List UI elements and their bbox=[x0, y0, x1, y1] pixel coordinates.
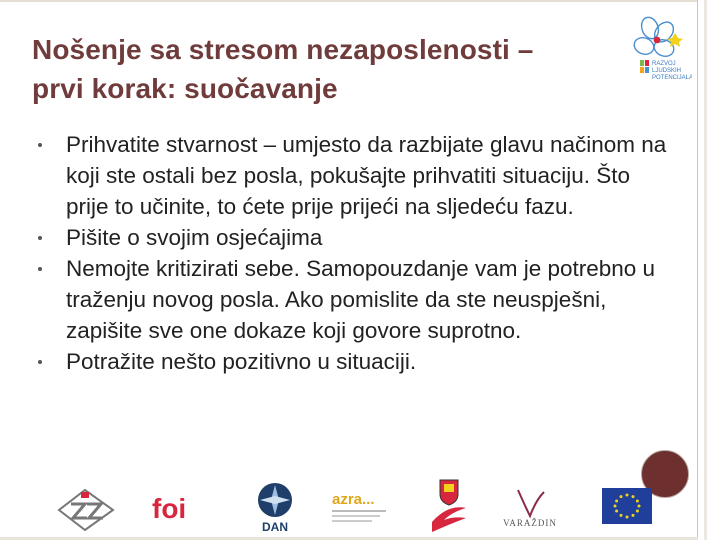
coat-of-arms-icon bbox=[428, 478, 470, 534]
slide-right-shadow bbox=[704, 0, 707, 540]
bullet-dot-icon bbox=[38, 143, 42, 147]
bullet-text: Pišite o svojim osjećajima bbox=[66, 225, 323, 250]
footer-logos bbox=[0, 478, 698, 536]
logo-line-3: POTENCIJALA bbox=[652, 75, 692, 81]
bullet-item bbox=[38, 253, 678, 346]
svg-text:foi: foi bbox=[152, 493, 187, 524]
bullet-item bbox=[38, 129, 678, 222]
slide-title bbox=[32, 30, 622, 108]
zz-logo bbox=[55, 486, 119, 532]
svg-text:DAN: DAN bbox=[262, 520, 288, 534]
bullet-list bbox=[38, 129, 678, 377]
flower-logo-icon bbox=[620, 14, 692, 90]
dan-logo bbox=[250, 480, 300, 534]
slide-title-line2: prvi korak: suočavanje bbox=[32, 73, 338, 104]
svg-text:azra...: azra... bbox=[332, 491, 375, 508]
bullet-item bbox=[38, 222, 678, 253]
slide-title-line1: Nošenje sa stresom nezaposlenosti – bbox=[32, 34, 534, 65]
bullet-text: Prihvatite stvarnost – umjesto da razbijate glavu načinom na koji ste ostali bez posla, pokušajte prihvatiti situaciju. Što prije to učinite, to ćete prije prijeći na sljedeću fazu. bbox=[66, 132, 667, 219]
eu-flag-icon bbox=[602, 488, 652, 524]
azra-logo bbox=[330, 488, 400, 528]
bullet-item bbox=[38, 346, 678, 377]
svg-text:VARAŽDIN: VARAŽDIN bbox=[503, 518, 557, 528]
logo-line-2: LJUDSKIH bbox=[652, 68, 682, 74]
bullet-text: Nemojte kritizirati sebe. Samopouzdanje vam je potrebno u traženju novog posla. Ako pomislite da ste neuspješni, zapišite sve one dokaze koji govore suprotno. bbox=[66, 256, 656, 343]
bullet-dot-icon bbox=[38, 236, 42, 240]
bullet-text: Potražite nešto pozitivno u situaciji. bbox=[66, 349, 417, 374]
slide-right-border bbox=[697, 0, 698, 540]
razvoj-ljudskih-potencijala-logo bbox=[620, 14, 692, 90]
bullet-dot-icon bbox=[38, 360, 42, 364]
varazdin-logo bbox=[496, 486, 564, 530]
slide-top-border bbox=[0, 0, 698, 2]
bullet-dot-icon bbox=[38, 267, 42, 271]
logo-line-1: RAZVOJ bbox=[652, 61, 676, 67]
foi-logo bbox=[150, 490, 200, 526]
